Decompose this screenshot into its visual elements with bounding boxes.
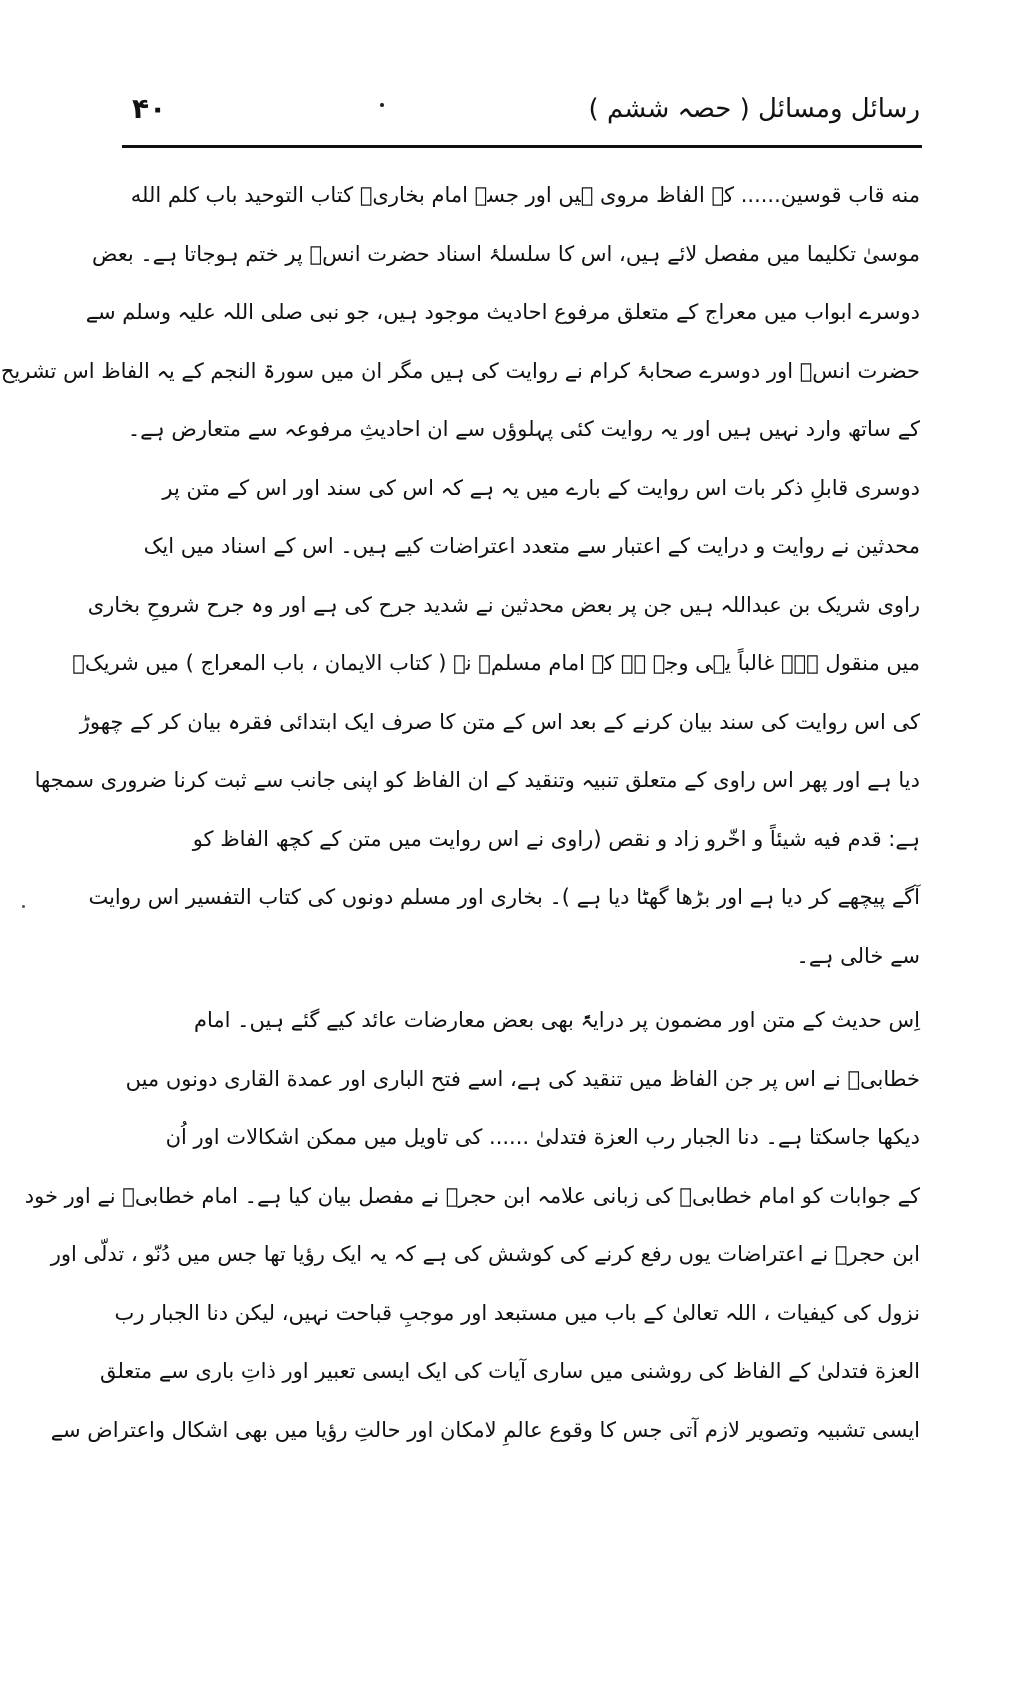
text-line: ابن حجرؒ نے اعتراضات یوں رفع کرنے کی کوشش کی ہے کہ یہ ایک رؤیا تھا جس میں دُنّو ، تدلّی اور xyxy=(50,1242,920,1266)
running-title: رسائل ومسائل ( حصہ ششم ) xyxy=(588,94,920,124)
text-line: ہے: قدم فیه شیئاً و اخّرو زاد و نقص (راوی نے اس روایت میں متن کے کچھ الفاظ کو xyxy=(192,826,920,851)
text-line: دوسری قابلِ ذکر بات اس روایت کے بارے میں یہ ہے کہ اس کی سند اور اس کے متن پر xyxy=(162,475,920,500)
page-header xyxy=(120,92,920,142)
header-rule xyxy=(122,145,922,148)
text-line: دیا ہے اور پھر اس راوی کے متعلق تنبیہ وتنقید کے ان الفاظ کو اپنی جانب سے ثبت کرنا ضروری سمجھا xyxy=(34,768,920,792)
text-line: کے جوابات کو امام خطابیؒ کی زبانی علامہ ابن حجرؒ نے مفصل بیان کیا ہے۔ امام خطابیؒ نے اور خود xyxy=(24,1183,920,1208)
text-line: منه قاب قوسین...... کے الفاظ مروی ہیں اور جسے امام بخاریؒ کتاب التوحید باب کلم الله xyxy=(130,183,920,207)
text-line: سے خالی ہے۔ xyxy=(796,943,920,968)
text-line: آگے پیچھے کر دیا ہے اور بڑھا گھٹا دیا ہے )۔ بخاری اور مسلم دونوں کی کتاب التفسیر اس روایت xyxy=(88,885,920,909)
text-line: خطابیؒ نے اس پر جن الفاظ میں تنقید کی ہے، اسے فتح الباری اور عمدة القاری دونوں میں xyxy=(125,1066,920,1091)
text-line: موسیٰ تکلیما میں مفصل لائے ہیں، اس کا سلسلۂ اسناد حضرت انسؓ پر ختم ہوجاتا ہے۔ بعض xyxy=(91,241,920,266)
body-text xyxy=(0,166,920,1459)
paragraph-2 xyxy=(34,459,920,986)
stray-mark xyxy=(380,103,384,107)
text-line: راوی شریک بن عبداللہ ہیں جن پر بعض محدثین نے شدید جرح کی ہے اور وہ جرح شروحِ بخاری xyxy=(87,592,920,617)
paragraph-1 xyxy=(0,166,920,459)
text-line: کی اس روایت کی سند بیان کرنے کے بعد اس کے متن کا صرف ایک ابتدائی فقرہ بیان کر کے چھوڑ xyxy=(79,709,920,734)
paragraph-3 xyxy=(24,991,920,1459)
text-line: حضرت انسؓ اور دوسرے صحابۂ کرام نے روایت کی ہیں مگر ان میں سورۃ النجم کے یہ الفاظ اس تشریح xyxy=(0,358,920,383)
page-number: ۴۰ xyxy=(132,92,167,125)
text-line: محدثین نے روایت و درایت کے اعتبار سے متعدد اعتراضات کیے ہیں۔ اس کے اسناد میں ایک xyxy=(143,534,920,558)
text-line: دیکھا جاسکتا ہے۔ دنا الجبار رب العزة فتدلیٰ ...... کی تاویل میں ممکن اشکالات اور اُن xyxy=(165,1125,920,1149)
text-line: ایسی تشبیہ وتصویر لازم آتی جس کا وقوع عالمِ لامکان اور حالتِ رؤیا میں بھی اشکال واعتراض سے xyxy=(50,1417,920,1442)
text-line: نزول کی کیفیات ، اللہ تعالیٰ کے باب میں مستبعد اور موجبِ قباحت نہیں، لیکن دنا الجبار رب xyxy=(114,1300,920,1325)
text-line: کے ساتھ وارد نہیں ہیں اور یہ روایت کئی پہلوؤں سے ان احادیثِ مرفوعہ سے متعارض ہے۔ xyxy=(127,417,920,441)
text-line: العزة فتدلیٰ کے الفاظ کی روشنی میں ساری آیات کی ایک ایسی تعبیر اور ذاتِ باری سے متعلق xyxy=(99,1359,920,1383)
margin-mark xyxy=(22,905,25,908)
text-line: میں منقول ہے۔ غالباً یہی وجہ ہے کہ امام مسلمؒ نے ( کتاب الایمان ، باب المعراج ) میں شریکؒ xyxy=(72,651,920,675)
text-line: اِس حدیث کے متن اور مضمون پر درایۃً بھی بعض معارضات عائد کیے گئے ہیں۔ امام xyxy=(194,1008,920,1032)
text-line: دوسرے ابواب میں معراج کے متعلق مرفوع احادیث موجود ہیں، جو نبی صلی اللہ علیہ وسلم سے xyxy=(85,300,920,324)
